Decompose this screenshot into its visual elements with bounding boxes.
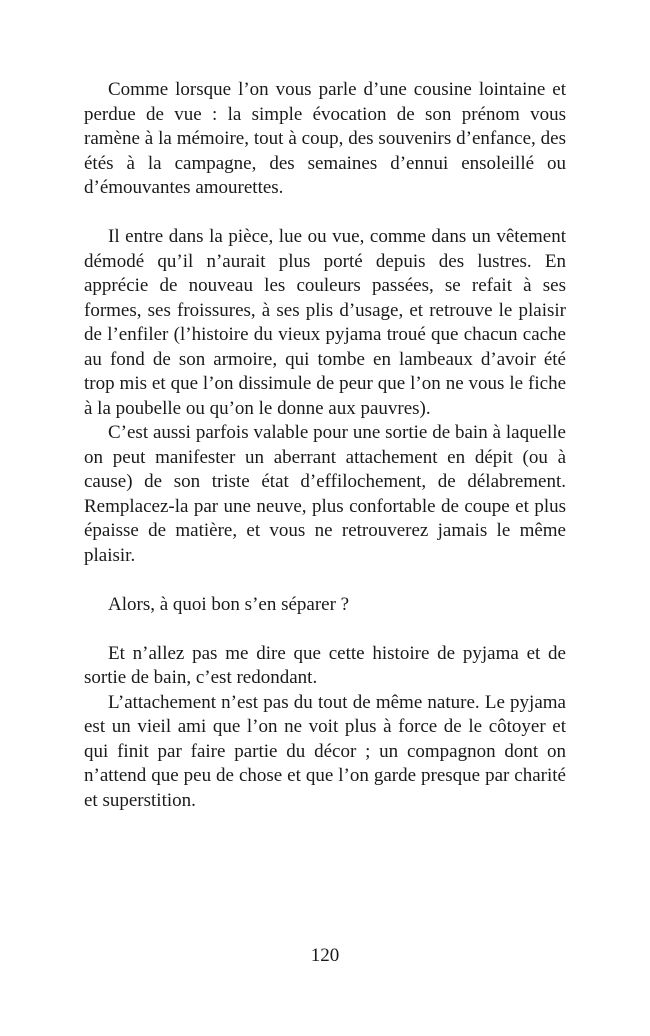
paragraph-alors: Alors, à quoi bon s’en séparer ? [108,593,350,615]
paragraph-redondant: Et n’allez pas me dire que cette histoire de pyjama et de sortie de bain, c’est redondant. [84,642,566,688]
page-body [84,78,566,813]
paragraph-vetement: Il entre dans la pièce, lue ou vue, comme dans un vêtement démodé qu’il n’aurait plus porté depuis des lustres. En apprécie de nouveau les couleurs passées, se refait à ses formes, ses froissures, à ses plis d’usage, et retrouve le plaisir de l’enfiler (l’histoire du vieux pyjama troué que chacun cache au fond de son armoire, qui tombe en lambeaux d’avoir été trop mis et que l’on dissimule de peur que l’on ne vous le fiche à la poubelle ou qu’on le donne aux pauvres). [84,226,566,419]
paragraph-cousine: Comme lorsque l’on vous parle d’une cousine lointaine et perdue de vue : la simple évocation de son prénom vous ramène à la mémoire, tout à coup, des souvenirs d’enfance, des étés à la campagne, des semaines d’ennui ensoleillé ou d’émouvantes amourettes. [84,79,566,198]
paragraph-sortie-de-bain: C’est aussi parfois valable pour une sortie de bain à laquelle on peut manifester un aberrant attachement en dépit (ou à cause) de son triste état d’effilochement, de délabrement. Remplacez-la par une neuve, plus confortable de coupe et plus épaisse de matière, et vous ne retrouverez jamais le même plaisir. [84,422,566,566]
paragraph-attachement: L’attachement n’est pas du tout de même nature. Le pyjama est un vieil ami que l’on ne voit plus à force de le côtoyer et qui finit par faire partie du décor ; un compagnon dont on n’attend que peu de chose et que l’on garde presque par charité et superstition. [84,691,566,811]
page-number: 120 [310,945,340,966]
